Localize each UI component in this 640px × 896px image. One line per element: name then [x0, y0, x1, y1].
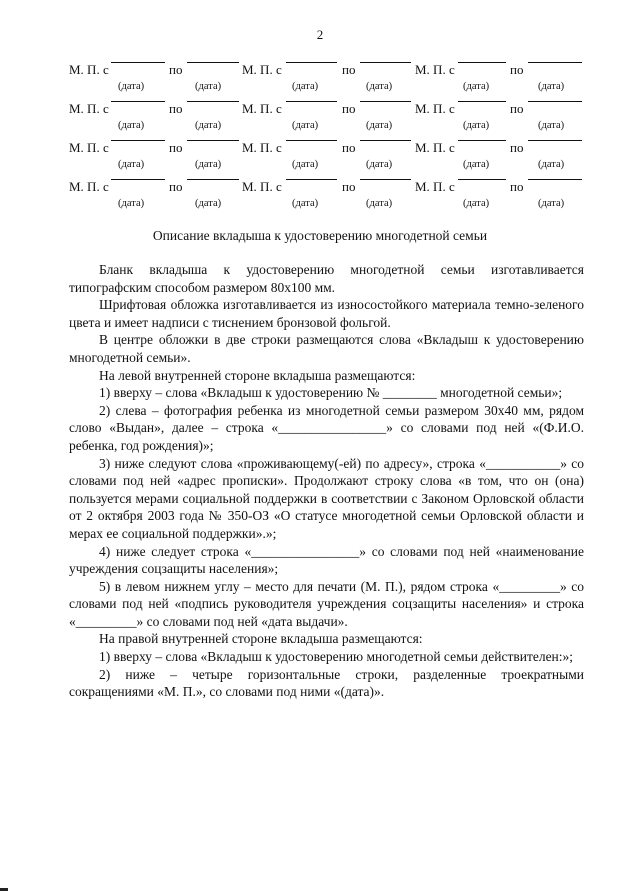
- paragraph: Шрифтовая обложка изготавливается из износостойкого материала темно-зеленого цвета и имеет надписи с тиснением бронзовой фольгой.: [69, 297, 584, 330]
- stamp-label: М. П. с: [69, 62, 109, 77]
- section-title: Описание вкладыша к удостоверению многодетной семьи: [152, 228, 488, 243]
- to-label: по: [510, 179, 524, 194]
- date-label: (дата): [366, 120, 393, 131]
- to-label: по: [169, 101, 183, 116]
- description-body: [69, 261, 584, 701]
- stamp-row: [69, 101, 589, 140]
- to-label: по: [342, 62, 356, 77]
- stamp-row: [69, 140, 589, 179]
- stamp-label: М. П. с: [415, 62, 455, 77]
- stamp-label: М. П. с: [242, 101, 282, 116]
- stamp-label: М. П. с: [69, 140, 109, 155]
- stamp-label: М. П. с: [69, 101, 109, 116]
- paragraph: На левой внутренней стороне вкладыша размещаются:: [99, 367, 416, 383]
- date-label: (дата): [195, 120, 222, 131]
- date-label: (дата): [463, 159, 490, 170]
- date-label: (дата): [195, 81, 222, 92]
- paragraph: 1) вверху – слова «Вкладыш к удостоверению многодетной семьи действителен:»;: [99, 649, 574, 665]
- paragraph: 2) слева – фотография ребенка из многодетной семьи размером 30x40 мм, рядом слово «Выдан», далее – строка «________________» со словами под ней «(Ф.И.О. ребенка, год рождения)»;: [69, 402, 584, 453]
- date-label: (дата): [463, 198, 490, 209]
- to-label: по: [342, 179, 356, 194]
- to-label: по: [169, 179, 183, 194]
- date-label: (дата): [366, 81, 393, 92]
- to-label: по: [169, 140, 183, 155]
- date-label: (дата): [292, 198, 319, 209]
- stamp-row: [69, 62, 589, 101]
- to-label: по: [510, 101, 524, 116]
- to-label: по: [510, 140, 524, 155]
- date-label: (дата): [538, 159, 565, 170]
- to-label: по: [169, 62, 183, 77]
- date-label: (дата): [292, 159, 319, 170]
- date-label: (дата): [366, 159, 393, 170]
- paragraph: 2) ниже – четыре горизонтальные строки, разделенные троекратными сокращениями «М. П.», со словами под ними «(дата)».: [69, 666, 584, 700]
- date-label: (дата): [118, 159, 145, 170]
- date-label: (дата): [118, 198, 145, 209]
- to-label: по: [342, 101, 356, 116]
- stamp-date-table: [69, 62, 589, 218]
- date-label: (дата): [463, 81, 490, 92]
- date-label: (дата): [538, 120, 565, 131]
- stamp-label: М. П. с: [415, 140, 455, 155]
- paragraph: 3) ниже следуют слова «проживающему(-ей) по адресу», строка «___________» со словами под ней «адрес прописки». Продолжают строку слова «в том, что он (она) пользуется мерами социальной поддержки в соответствии с Законом Орловской области от 2 октября 2003 года № 350-ОЗ «О статусе многодетной семьи Орловской области и мерах ее социальной поддержки».»;: [69, 455, 584, 541]
- paragraph: 5) в левом нижнем углу – место для печати (М. П.), рядом строка «_________» со словами под ней «подпись руководителя учреждения соцзащиты населения» и строка «_________» со словами под ней «дата выдачи».: [69, 578, 584, 629]
- date-label: (дата): [538, 198, 565, 209]
- date-label: (дата): [292, 81, 319, 92]
- stamp-label: М. П. с: [242, 140, 282, 155]
- stamp-label: М. П. с: [69, 179, 109, 194]
- stamp-label: М. П. с: [415, 179, 455, 194]
- date-label: (дата): [195, 198, 222, 209]
- paragraph: 1) вверху – слова «Вкладыш к удостоверению № ________ многодетной семьи»;: [99, 385, 563, 401]
- stamp-label: М. П. с: [415, 101, 455, 116]
- stamp-row: [69, 179, 589, 218]
- date-label: (дата): [292, 120, 319, 131]
- date-label: (дата): [366, 198, 393, 209]
- to-label: по: [510, 62, 524, 77]
- date-label: (дата): [118, 81, 145, 92]
- to-label: по: [342, 140, 356, 155]
- date-label: (дата): [538, 81, 565, 92]
- date-label: (дата): [195, 159, 222, 170]
- date-label: (дата): [463, 120, 490, 131]
- stamp-label: М. П. с: [242, 62, 282, 77]
- paragraph: В центре обложки в две строки размещаются слова «Вкладыш к удостоверению многодетной семьи».: [69, 332, 584, 365]
- paragraph: Бланк вкладыша к удостоверению многодетной семьи изготавливается типографским способом размером 80x100 мм.: [69, 262, 584, 295]
- page-number: 2: [316, 27, 324, 42]
- paragraph: 4) ниже следует строка «________________» со словами под ней «наименование учреждения соцзащиты населения»;: [69, 543, 584, 577]
- paragraph: На правой внутренней стороне вкладыша размещаются:: [99, 631, 423, 647]
- scan-edge-mark: [0, 888, 8, 891]
- stamp-label: М. П. с: [242, 179, 282, 194]
- date-label: (дата): [118, 120, 145, 131]
